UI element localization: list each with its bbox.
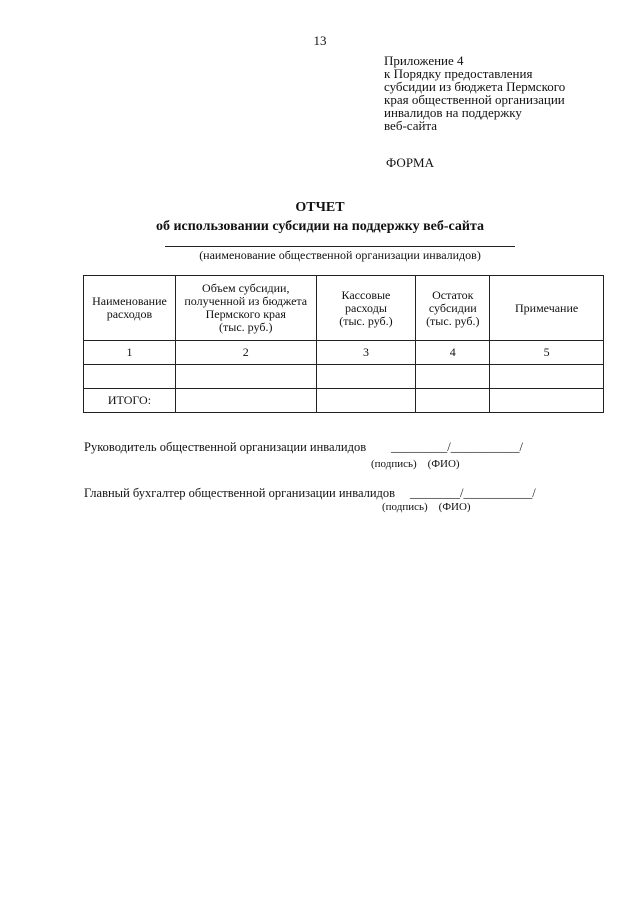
header-text: полученной из бюджета <box>184 294 308 308</box>
head-signature-label: Руководитель общественной организации инвалидов <box>84 440 367 454</box>
header-cell-note <box>490 276 604 341</box>
header-text: Кассовые <box>341 287 391 302</box>
header-text: Наименование <box>92 294 167 308</box>
column-number: 3 <box>316 341 416 365</box>
table-cell[interactable] <box>84 365 176 389</box>
header-cell-cash-expenses <box>316 276 416 341</box>
column-number: 5 <box>490 341 604 365</box>
table-cell[interactable] <box>490 365 604 389</box>
header-text: расходы <box>345 300 387 315</box>
header-text: (тыс. руб.) <box>426 313 480 328</box>
column-number: 4 <box>416 341 490 365</box>
table-row <box>84 365 604 389</box>
table-cell[interactable] <box>416 365 490 389</box>
header-text: расходов <box>106 307 153 321</box>
header-text: Остаток <box>432 287 474 302</box>
report-title: ОТЧЕТ <box>295 200 345 215</box>
table-cell[interactable] <box>316 389 416 413</box>
head-signature-lines[interactable]: _________/___________/ <box>391 440 523 454</box>
header-text: субсидии <box>428 300 477 315</box>
accountant-signature-label: Главный бухгалтер общественной организации инвалидов <box>84 486 396 500</box>
form-label: ФОРМА <box>386 155 434 170</box>
header-cell-balance <box>416 276 490 341</box>
appendix-line: субсидии из бюджета Пермского <box>384 79 566 94</box>
head-signature-caption: (подпись) (ФИО) <box>371 458 460 470</box>
header-cell-expenses <box>84 276 176 341</box>
table-cell[interactable] <box>316 365 416 389</box>
appendix-line: Приложение 4 <box>384 53 464 68</box>
column-number: 2 <box>175 341 316 365</box>
appendix-line: веб-сайта <box>384 118 438 133</box>
table-header-row <box>84 276 604 341</box>
accountant-signature-caption: (подпись) (ФИО) <box>382 501 471 513</box>
table-total-row <box>84 389 604 413</box>
table-cell[interactable] <box>416 389 490 413</box>
table-cell[interactable] <box>175 365 316 389</box>
page-number: 13 <box>313 33 327 48</box>
org-name-caption: (наименование общественной организации инвалидов) <box>199 248 481 262</box>
column-number: 1 <box>84 341 176 365</box>
accountant-signature-lines[interactable]: ________/___________/ <box>410 486 536 500</box>
table-cell[interactable] <box>175 389 316 413</box>
table-cell[interactable] <box>490 389 604 413</box>
total-label: ИТОГО: <box>84 389 176 413</box>
header-cell-subsidy-volume <box>175 276 316 341</box>
header-text: Пермского края <box>205 307 286 321</box>
header-text: Объем субсидии, <box>202 281 290 295</box>
appendix-note <box>384 54 624 132</box>
appendix-line: инвалидов на поддержку <box>384 105 522 120</box>
report-subtitle: об использовании субсидии на поддержку веб-сайта <box>155 219 485 234</box>
header-text: (тыс. руб.) <box>219 320 273 334</box>
appendix-line: к Порядку предоставления <box>384 66 533 81</box>
org-name-line <box>165 246 515 247</box>
appendix-line: края общественной организации <box>384 92 565 107</box>
table-number-row <box>84 341 604 365</box>
header-text: (тыс. руб.) <box>339 313 393 328</box>
header-text: Примечание <box>514 300 579 315</box>
report-table <box>83 275 604 413</box>
